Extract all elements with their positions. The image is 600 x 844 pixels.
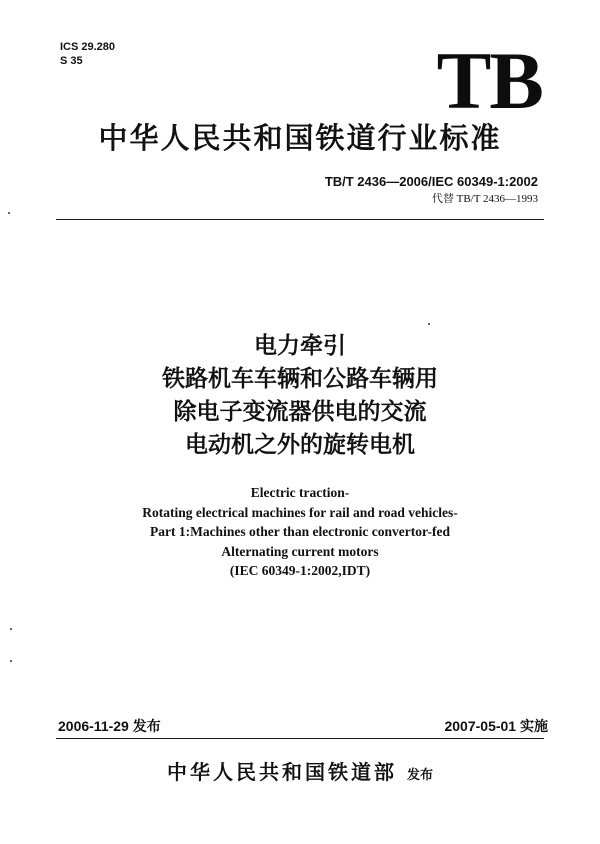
issuer-name: 中华人民共和国铁道部: [166, 760, 397, 784]
footer-divider: [56, 738, 544, 739]
title-cn-line: 除电子变流器供电的交流: [173, 399, 427, 425]
implement-date: 2007-05-01 实施: [444, 718, 548, 734]
standard-code: TB/T 2436—2006/IEC 60349-1:2002: [324, 174, 538, 189]
header-divider: [56, 219, 544, 220]
title-en-line: Part 1:Machines other than electronic convertor-fed: [149, 524, 451, 539]
issuer-line: [0, 756, 600, 785]
document-title-chinese: [0, 330, 600, 462]
ics-block: [60, 40, 115, 68]
document-title-english: [0, 483, 600, 581]
title-cn-line: 电力牵引: [254, 333, 346, 359]
scan-speck: [428, 323, 430, 325]
replaces-note: 代替 TB/T 2436—1993: [431, 193, 538, 205]
title-cn-line: 电动机之外的旋转电机: [185, 432, 415, 458]
title-en-line: Alternating current motors: [221, 543, 379, 559]
tb-logo: TB: [436, 35, 542, 126]
title-en-line: (IEC 60349-1:2002,IDT): [229, 563, 371, 578]
scan-speck: [8, 212, 10, 214]
standard-title: 中华人民共和国铁道行业标准: [98, 121, 502, 155]
title-cn-line: 铁路机车车辆和公路车辆用: [162, 366, 438, 392]
ics-code: ICS 29.280: [60, 41, 116, 53]
issuer-action: 发布: [406, 768, 433, 783]
publish-date: 2006-11-29 发布: [58, 718, 161, 734]
title-en-line: Rotating electrical machines for rail and road vehicles-: [142, 504, 458, 520]
scan-speck: [10, 660, 12, 662]
classification-code: S 35: [60, 55, 83, 67]
scan-speck: [10, 628, 12, 630]
title-en-line: Electric traction-: [250, 485, 350, 500]
